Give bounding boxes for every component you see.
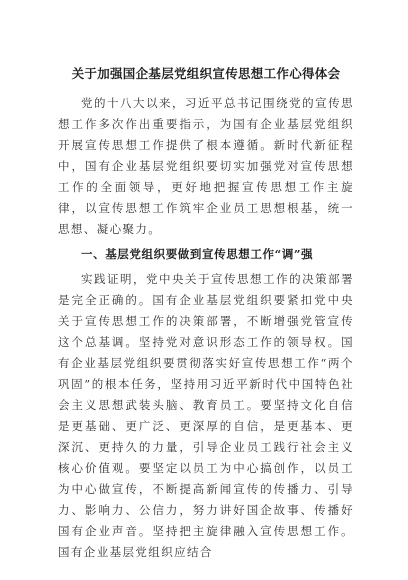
- section-paragraph: 实践证明，党中央关于宣传思想工作的决策部署是完全正确的。国有企业基层党组织要紧扣党中央关于宣传思想工作的决策部署，不断增强党管宣传这个总基调。坚持党对意识形态工作的领导权。国有企业基层党组织要贯彻落实好宣传思想工作“两个巩固”的根本任务，坚持用习近平新时代中国特色社会主义思想武装头脑、教育员工。要坚持文化自信是更基础、更广泛、更深厚的自信，是更基本、更深沉、更持久的力量，引导企业员工践行社会主义核心价值观。要坚定以员工为中心搞创作，以员工为中心做宣传，不断提高新闻宣传的传播力、引导力、影响力、公信力，努力讲好国企故事、传播好国有企业声音。坚持把主旋律融入宣传思想工作。国有企业基层党组织应结合: [58, 272, 354, 559]
- intro-paragraph: 党的十八大以来，习近平总书记围绕党的宣传思想工作多次作出重要指示，为国有企业基层党组织开展宣传思想工作提供了根本遵循。新时代新征程中，国有企业基层党组织要切实加强党对宣传思想工作的全面领导，更好地把握宣传思想工作主旋律，以宣传思想工作筑牢企业员工思想根基，统一思想、凝心聚力。: [58, 96, 354, 236]
- document-title: 关于加强国企基层党组织宣传思想工作心得体会: [71, 66, 341, 81]
- section-heading: 一、基层党组织要做到宣传思想工作“调”强: [81, 247, 314, 261]
